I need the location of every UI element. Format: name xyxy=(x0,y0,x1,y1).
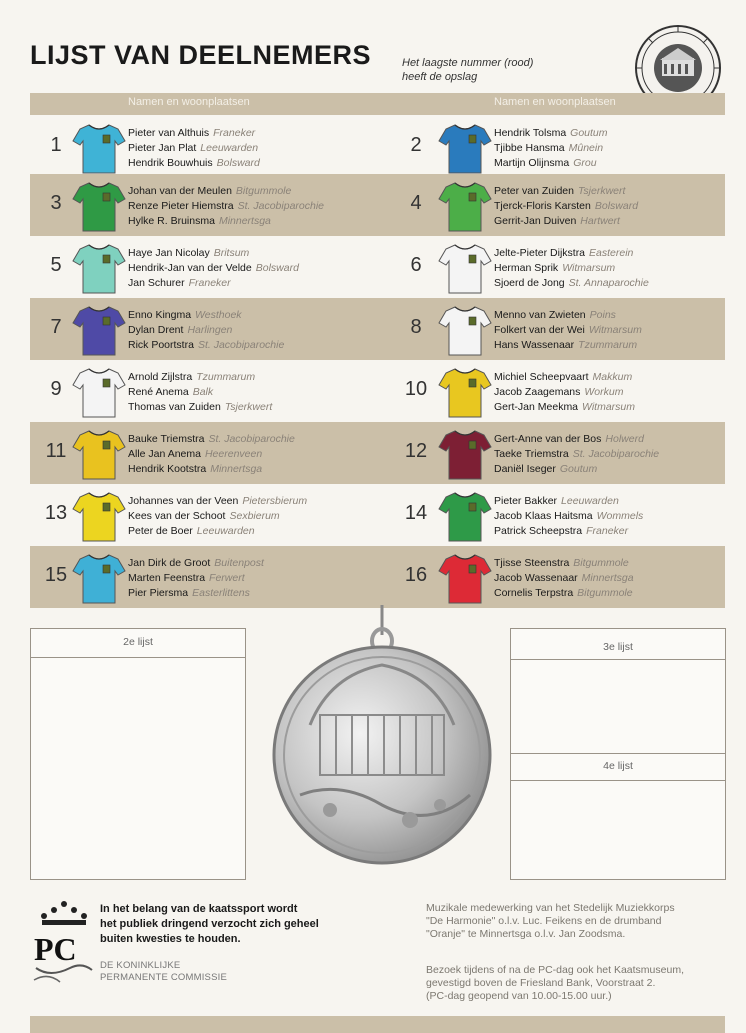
player-name: Tjibbe Hansma xyxy=(494,142,565,154)
player-place: Leeuwarden xyxy=(561,495,619,507)
player-line xyxy=(128,509,307,524)
player-line xyxy=(494,199,638,214)
team-number: 16 xyxy=(404,564,428,586)
player-line xyxy=(494,338,642,353)
player-name: Bauke Triemstra xyxy=(128,433,205,445)
player-place: Britsum xyxy=(213,247,250,259)
serve-note-line: Het laagste nummer (rood) xyxy=(402,57,534,69)
column-header-left: Namen en woonplaatsen xyxy=(128,96,250,108)
player-list xyxy=(494,494,643,539)
player-list xyxy=(128,184,324,229)
team-number: 4 xyxy=(410,192,422,214)
player-place: Franeker xyxy=(188,277,231,289)
player-place: Leeuwarden xyxy=(200,142,259,154)
player-name: Pieter van Althuis xyxy=(128,127,210,139)
player-place: Heerenveen xyxy=(204,448,263,460)
player-name: Martijn Olijnsma xyxy=(494,157,570,169)
shirt-icon xyxy=(438,365,492,419)
commission-line: PERMANENTE COMMISSIE xyxy=(100,972,227,983)
player-line xyxy=(128,323,284,338)
player-name: Jelte-Pieter Dijkstra xyxy=(494,247,586,259)
player-name: Jan Dirk de Groot xyxy=(128,557,211,569)
player-name: Gerrit-Jan Duiven xyxy=(494,215,577,227)
player-place: Bitgummole xyxy=(573,557,629,569)
player-line xyxy=(128,571,264,586)
shirt-icon xyxy=(438,427,492,481)
player-name: Pieter Jan Plat xyxy=(128,142,197,154)
player-line xyxy=(128,432,295,447)
player-name: Jacob Wassenaar xyxy=(494,572,578,584)
player-line xyxy=(494,323,642,338)
player-line xyxy=(494,432,659,447)
divider xyxy=(511,780,725,781)
player-place: Easterein xyxy=(589,247,634,259)
player-place: Sexbierum xyxy=(229,510,280,522)
shirt-icon xyxy=(438,303,492,357)
player-line xyxy=(128,276,299,291)
shirt-icon xyxy=(72,427,126,481)
team-entry xyxy=(396,120,741,176)
shirt-icon xyxy=(72,365,126,419)
shirt-icon xyxy=(72,303,126,357)
player-list xyxy=(128,246,299,291)
team-number: 11 xyxy=(45,440,67,462)
music-line: "De Harmonie" o.l.v. Luc. Feikens en de drumband xyxy=(426,915,662,927)
player-line xyxy=(494,494,643,509)
footer-band xyxy=(30,1016,725,1033)
team-entry xyxy=(396,488,741,544)
player-place: Easterlittens xyxy=(192,587,250,599)
player-name: Enno Kingma xyxy=(128,309,192,321)
player-line xyxy=(494,308,642,323)
player-place: Workum xyxy=(584,386,624,398)
player-name: Dylan Drent xyxy=(128,324,184,336)
player-list xyxy=(494,308,642,353)
museum-line: (PC-dag geopend van 10.00-15.00 uur.) xyxy=(426,990,612,1002)
player-list xyxy=(128,370,272,415)
player-name: Hans Wassenaar xyxy=(494,339,575,351)
shirt-icon xyxy=(72,241,126,295)
player-name: Taeke Triemstra xyxy=(494,448,569,460)
museum-text xyxy=(426,964,684,1003)
notice-line: In het belang van de kaatssport wordt xyxy=(100,903,298,915)
player-line xyxy=(128,126,260,141)
player-place: Tzummarum xyxy=(578,339,638,351)
second-list-label: 2e lijst xyxy=(123,636,153,648)
player-line xyxy=(494,524,643,539)
player-place: Poins xyxy=(589,309,616,321)
player-list xyxy=(494,126,608,171)
player-line xyxy=(128,338,284,353)
player-name: Michiel Scheepvaart xyxy=(494,371,589,383)
commission-line: DE KONINKLIJKE xyxy=(100,960,181,971)
player-name: Tjerck-Floris Karsten xyxy=(494,200,591,212)
player-name: Herman Sprik xyxy=(494,262,559,274)
page-title: LIJST VAN DEELNEMERS xyxy=(30,40,372,70)
player-list xyxy=(494,184,638,229)
pc-logo-icon xyxy=(30,898,98,988)
team-entry xyxy=(30,488,375,544)
team-number: 13 xyxy=(44,502,68,524)
team-entry xyxy=(30,302,375,358)
player-place: St. Jacobiparochie xyxy=(197,339,285,351)
player-name: Patrick Scheepstra xyxy=(494,525,583,537)
player-name: Jan Schurer xyxy=(128,277,185,289)
player-name: Peter van Zuiden xyxy=(494,185,574,197)
team-entry xyxy=(30,426,375,482)
shirt-icon xyxy=(438,241,492,295)
player-name: Alle Jan Anema xyxy=(128,448,201,460)
player-name: Hendrik Bouwhuis xyxy=(128,157,213,169)
player-list xyxy=(128,494,307,539)
player-place: Wommels xyxy=(596,510,644,522)
serve-note-line: heeft de opslag xyxy=(402,71,478,83)
shirt-icon xyxy=(72,179,126,233)
shirt-icon xyxy=(72,121,126,175)
notice-line: buiten kwesties te houden. xyxy=(100,933,241,945)
player-line xyxy=(128,385,272,400)
player-name: Gert-Anne van der Bos xyxy=(494,433,602,445)
player-name: Hendrik-Jan van der Velde xyxy=(128,262,252,274)
player-name: Marten Feenstra xyxy=(128,572,206,584)
player-place: Tsjerkwert xyxy=(224,401,273,413)
player-line xyxy=(494,276,649,291)
medal-icon xyxy=(270,605,495,867)
player-line xyxy=(494,370,635,385)
team-entry xyxy=(30,120,375,176)
shirt-icon xyxy=(72,551,126,605)
notice-line: het publiek dringend verzocht zich geheel xyxy=(100,918,319,930)
player-name: Daniël Iseger xyxy=(494,463,556,475)
music-line: "Oranje" te Minnertsga o.l.v. Jan Zoodsma. xyxy=(426,928,626,940)
player-place: Bitgummole xyxy=(235,185,292,197)
player-list xyxy=(128,556,264,601)
player-name: Arnold Zijlstra xyxy=(128,371,193,383)
player-place: Minnertsga xyxy=(210,463,263,475)
player-place: St. Jacobiparochie xyxy=(572,448,660,460)
player-list xyxy=(128,432,295,477)
team-entry xyxy=(30,240,375,296)
player-place: Goutum xyxy=(570,127,608,139)
player-line xyxy=(128,370,272,385)
team-entry xyxy=(30,364,375,420)
team-number: 8 xyxy=(410,316,422,338)
player-list xyxy=(128,308,284,353)
player-name: Pieter Bakker xyxy=(494,495,558,507)
player-place: Mûnein xyxy=(568,142,604,154)
player-place: Minnertsga xyxy=(581,572,634,584)
player-line xyxy=(128,556,264,571)
music-text xyxy=(426,902,675,941)
team-number: 12 xyxy=(404,440,428,462)
player-place: Holwerd xyxy=(605,433,644,445)
player-place: Tzummarum xyxy=(196,371,256,383)
music-line: Muzikale medewerking van het Stedelijk Muziekkorps xyxy=(426,902,675,914)
player-place: Franeker xyxy=(213,127,256,139)
team-number: 14 xyxy=(404,502,428,524)
player-name: Hylke R. Bruinsma xyxy=(128,215,215,227)
player-place: Leeuwarden xyxy=(196,525,255,537)
player-line xyxy=(128,524,307,539)
player-list xyxy=(494,246,649,291)
shirt-icon xyxy=(438,551,492,605)
player-line xyxy=(128,141,260,156)
player-line xyxy=(494,385,635,400)
player-line xyxy=(494,571,634,586)
player-place: Buitenpost xyxy=(214,557,264,569)
player-name: Pier Piersma xyxy=(128,587,189,599)
player-line xyxy=(128,586,264,601)
player-line xyxy=(128,156,260,171)
player-line xyxy=(494,586,634,601)
divider xyxy=(511,659,725,660)
player-place: Bitgummole xyxy=(577,587,633,599)
team-entry xyxy=(396,364,741,420)
shirt-icon xyxy=(438,121,492,175)
player-place: Grou xyxy=(573,157,597,169)
player-place: Ferwert xyxy=(209,572,245,584)
team-number: 7 xyxy=(50,316,62,338)
player-name: Folkert van der Wei xyxy=(494,324,585,336)
player-place: Hartwert xyxy=(580,215,620,227)
museum-line: Bezoek tijdens of na de PC-dag ook het Kaatsmuseum, xyxy=(426,964,684,976)
player-line xyxy=(128,261,299,276)
fourth-list-label: 4e lijst xyxy=(603,760,633,772)
player-name: Tjisse Steenstra xyxy=(494,557,570,569)
player-list xyxy=(494,432,659,477)
player-name: Johannes van der Veen xyxy=(128,495,239,507)
team-number: 6 xyxy=(410,254,422,276)
player-line xyxy=(128,214,324,229)
team-number: 5 xyxy=(50,254,62,276)
player-place: Goutum xyxy=(559,463,598,475)
divider xyxy=(511,753,725,754)
player-place: Westhoek xyxy=(195,309,242,321)
player-name: Cornelis Terpstra xyxy=(494,587,574,599)
player-place: Harlingen xyxy=(187,324,233,336)
player-name: Jacob Klaas Haitsma xyxy=(494,510,593,522)
svg-text:PC: PC xyxy=(34,931,77,967)
player-place: Bolsward xyxy=(594,200,639,212)
shirt-icon xyxy=(438,489,492,543)
player-name: Hendrik Kootstra xyxy=(128,463,207,475)
team-number: 3 xyxy=(50,192,62,214)
player-name: Menno van Zwieten xyxy=(494,309,586,321)
player-name: Gert-Jan Meekma xyxy=(494,401,579,413)
player-line xyxy=(494,246,649,261)
team-entry xyxy=(396,240,741,296)
player-line xyxy=(494,261,649,276)
team-entry xyxy=(30,178,375,234)
player-place: Balk xyxy=(192,386,214,398)
player-line xyxy=(494,126,608,141)
player-place: St. Annaparochie xyxy=(568,277,649,289)
player-place: Bolsward xyxy=(255,262,299,274)
notice-text xyxy=(100,902,319,947)
team-number: 9 xyxy=(50,378,62,400)
player-line xyxy=(128,447,295,462)
team-entry xyxy=(396,302,741,358)
player-name: Renze Pieter Hiemstra xyxy=(128,200,234,212)
player-line xyxy=(128,199,324,214)
team-number: 1 xyxy=(50,134,62,156)
player-place: Tsjerkwert xyxy=(577,185,626,197)
player-name: Rick Poortstra xyxy=(128,339,194,351)
player-place: Franeker xyxy=(586,525,629,537)
player-line xyxy=(494,141,608,156)
player-list xyxy=(494,556,634,601)
museum-line: gevestigd boven de Friesland Bank, Voorstraat 2. xyxy=(426,977,656,989)
team-entry xyxy=(30,550,375,606)
player-place: Pietersbierum xyxy=(242,495,308,507)
player-name: Thomas van Zuiden xyxy=(128,401,221,413)
player-name: Kees van der Schoot xyxy=(128,510,226,522)
player-place: Bolsward xyxy=(216,157,260,169)
player-line xyxy=(128,494,307,509)
commission-name xyxy=(100,960,227,984)
player-line xyxy=(494,184,638,199)
serve-note xyxy=(402,56,533,84)
player-place: Minnertsga xyxy=(218,215,271,227)
third-fourth-list-box xyxy=(510,628,726,880)
third-list-label: 3e lijst xyxy=(603,641,633,653)
second-list-box xyxy=(30,628,246,880)
team-number: 2 xyxy=(410,134,422,156)
shirt-icon xyxy=(438,179,492,233)
player-line xyxy=(494,156,608,171)
player-line xyxy=(494,214,638,229)
player-line xyxy=(494,556,634,571)
team-number: 15 xyxy=(44,564,68,586)
player-name: René Anema xyxy=(128,386,189,398)
player-place: Witmarsum xyxy=(562,262,616,274)
player-line xyxy=(128,308,284,323)
shirt-icon xyxy=(72,489,126,543)
divider xyxy=(31,657,245,658)
player-name: Hendrik Tolsma xyxy=(494,127,567,139)
player-name: Johan van der Meulen xyxy=(128,185,232,197)
player-line xyxy=(128,400,272,415)
player-name: Jacob Zaagemans xyxy=(494,386,581,398)
team-entry xyxy=(396,550,741,606)
team-number: 10 xyxy=(404,378,428,400)
player-name: Haye Jan Nicolay xyxy=(128,247,210,259)
player-line xyxy=(128,246,299,261)
player-list xyxy=(128,126,260,171)
player-name: Peter de Boer xyxy=(128,525,193,537)
player-place: St. Jacobiparochie xyxy=(208,433,295,445)
column-header-right: Namen en woonplaatsen xyxy=(494,96,616,108)
player-place: Witmarsum xyxy=(588,324,642,336)
player-place: St. Jacobiparochie xyxy=(237,200,325,212)
player-line xyxy=(494,400,635,415)
player-line xyxy=(128,184,324,199)
player-place: Witmarsum xyxy=(582,401,636,413)
team-entry xyxy=(396,426,741,482)
player-line xyxy=(128,462,295,477)
player-list xyxy=(494,370,635,415)
team-entry xyxy=(396,178,741,234)
player-line xyxy=(494,509,643,524)
player-line xyxy=(494,462,659,477)
player-line xyxy=(494,447,659,462)
player-place: Makkum xyxy=(592,371,633,383)
player-name: Sjoerd de Jong xyxy=(494,277,565,289)
